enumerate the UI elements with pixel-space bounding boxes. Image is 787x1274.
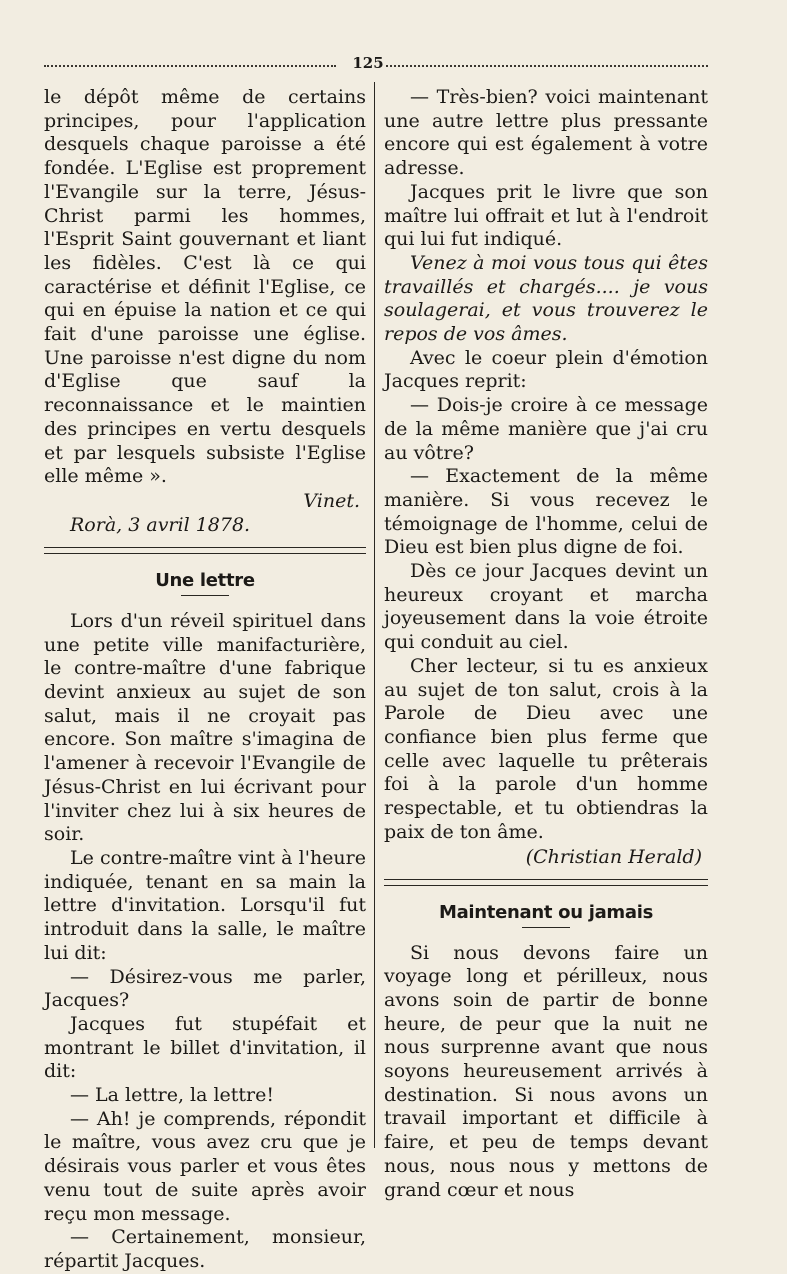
paragraph: — Certainement, monsieur, répartit Jacques. bbox=[44, 1226, 366, 1272]
paragraph: — Désirez-vous me parler, Jacques? bbox=[44, 965, 366, 1012]
paragraph: Le contre-maître vint à l'heure indiquée, tenant en sa main la lettre d'invitation. Lorsqu'il fut introduit dans la salle, le maître lui dit: bbox=[44, 846, 366, 964]
paragraph: — La lettre, la lettre! bbox=[70, 1084, 275, 1107]
paragraph: — Dois-je croire à ce message de la même manière que j'ai cru au vôtre? bbox=[384, 394, 708, 464]
page-number: 125 bbox=[352, 54, 384, 72]
attribution: Vinet. bbox=[303, 489, 360, 512]
paragraph: Jacques fut stupéfait et montrant le billet d'invitation, il dit: bbox=[44, 1012, 366, 1083]
paragraph: — Exactement de la même manière. Si vous recevez le témoignage de l'homme, celui de Dieu est bien plus digne de foi. bbox=[384, 465, 708, 559]
title-underline bbox=[181, 595, 229, 596]
article-continuation: le dépôt même de certains principes, pour l'application desquels chaque paroisse a été fondée. L'Eglise est proprement l'Evangile sur la terre, Jésus-Christ parmi les hommes, l'Esprit Saint gouvernant et liant les fidèles. C'est là ce qui caractérise et définit l'Eglise, ce qui en épuise la nation et ce qui fait d'une paroisse une église. Une paroisse n'est digne du nom d'Eglise que sauf la reconnaissance et le maintien des principes en vertu desquels et par lesquels subsiste l'Eglise elle même ». bbox=[44, 86, 366, 488]
paragraph: — Ah! je comprends, répondit le maître, vous avez cru que je désirais vous parler et vous êtes venu tout de suite après avoir reçu mon message. bbox=[44, 1107, 366, 1225]
paragraph: — Très-bien? voici maintenant une autre lettre plus pressante encore qui est également à votre adresse. bbox=[384, 86, 708, 180]
paragraph: Dès ce jour Jacques devint un heureux croyant et marcha joyeusement dans la voie étroite qui conduit au ciel. bbox=[384, 560, 708, 654]
section-separator bbox=[44, 547, 366, 554]
header-rule-left bbox=[44, 65, 336, 67]
section-title-une-lettre: Une lettre bbox=[155, 569, 255, 591]
paragraph: Avec le coeur plein d'émotion Jacques reprit: bbox=[384, 346, 708, 393]
left-column bbox=[44, 86, 366, 1274]
dateline: Rorà, 3 avril 1878. bbox=[70, 513, 251, 536]
paragraph: Si nous devons faire un voyage long et périlleux, nous avons soin de partir de bonne heure, de peur que la nuit ne nous surprenne avant que nous soyons heureusement arrivés à destination. Si nous avons un travail important et difficile à faire, et peu de temps devant nous, nous nous y mettons de grand cœur et nous bbox=[384, 941, 708, 1201]
column-divider bbox=[374, 82, 375, 1148]
paragraph: Cher lecteur, si tu es anxieux au sujet de ton salut, crois à la Parole de Dieu avec une confiance bien plus ferme que celle avec laquelle tu prêterais foi à la parole d'un homme respectable, et tu obtiendras la paix de ton âme. bbox=[384, 654, 708, 843]
title-underline bbox=[522, 927, 570, 928]
paragraph: Jacques prit le livre que son maître lui offrait et lut à l'endroit qui lui fut indiqué. bbox=[384, 180, 708, 251]
scripture-quote: Venez à moi vous tous qui êtes travaillés et chargés.... je vous soulagerai, et vous trouverez le repos de vos âmes. bbox=[384, 251, 708, 346]
paragraph: Lors d'un réveil spirituel dans une petite ville manifacturière, le contre-maître d'une fabrique devint anxieux au sujet de son salut, mais il ne croyait pas encore. Son maître s'imagina de l'amener à recevoir l'Evangile de Jésus-Christ en lui écrivant pour l'inviter chez lui à six heures de soir. bbox=[44, 609, 366, 846]
section-separator bbox=[384, 879, 708, 886]
page-header bbox=[44, 54, 708, 76]
right-column bbox=[384, 86, 708, 1202]
source-attribution: (Christian Herald) bbox=[525, 845, 702, 868]
header-rule-right bbox=[386, 65, 708, 67]
section-title-maintenant-ou-jamais: Maintenant ou jamais bbox=[438, 901, 654, 923]
